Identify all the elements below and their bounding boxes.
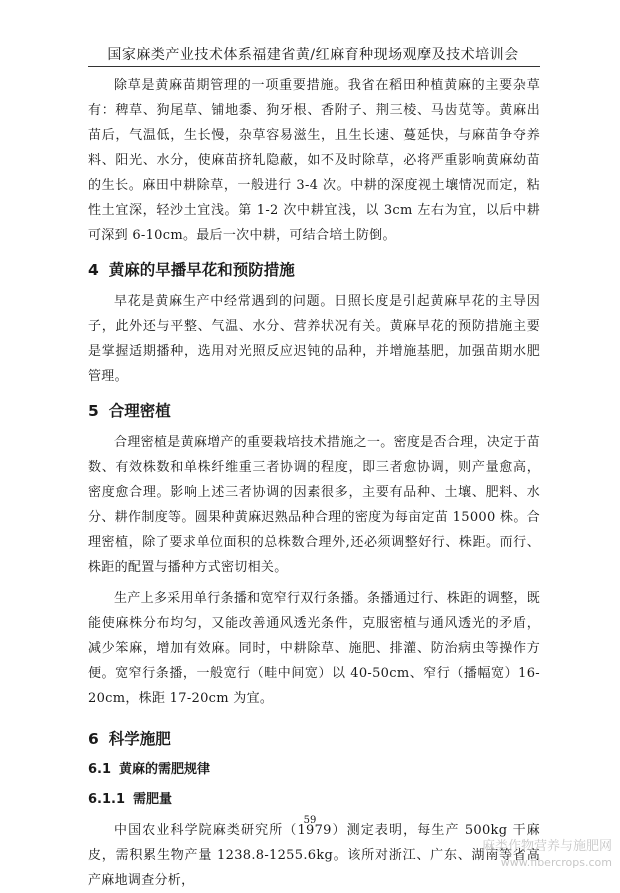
section-heading <box>88 728 540 750</box>
heading-number: 5 <box>88 402 99 420</box>
heading-text: 黄麻的早播早花和预防措施 <box>108 261 295 279</box>
heading-number: 6.1 <box>88 762 112 777</box>
heading-text: 合理密植 <box>108 402 171 420</box>
page-number: 59 <box>303 815 317 826</box>
section-heading <box>88 400 540 422</box>
section-heading <box>88 259 540 281</box>
body-paragraph: 早花是黄麻生产中经常遇到的问题。日照长度是引起黄麻早花的主导因子，此外还与平整、气温、水分、营养状况有关。黄麻早花的预防措施主要是掌握适期播种，选用对光照反应迟钝的品种，并增施基肥，加强苗期水肥管理。 <box>88 294 540 384</box>
subsection-heading <box>88 760 540 780</box>
heading-text: 黄麻的需肥规律 <box>119 762 211 777</box>
document-body <box>88 73 540 893</box>
body-paragraph: 中国农业科学院麻类研究所（1979）测定表明，每生产 500kg 干麻皮，需积累生物产量 1238.8-1255.6kg。该所对浙江、广东、湖南等省高产麻地调查分析， <box>88 823 540 888</box>
body-paragraph: 生产上多采用单行条播和宽窄行双行条播。条播通过行、株距的调整，既能使麻株分布均匀，又能改善通风透光条件，克服密植与通风透光的矛盾，减少笨麻，增加有效麻。同时，中耕除草、施肥、排灌、防治病虫等操作方便。宽窄行条播，一般宽行（畦中间宽）以 40-50cm、窄行（播幅宽）16-20cm，株距 17-20cm 为宜。 <box>88 591 540 706</box>
heading-text: 需肥量 <box>133 792 173 807</box>
paragraph-spacer <box>88 711 540 717</box>
heading-number: 6.1.1 <box>88 792 126 807</box>
heading-number: 4 <box>88 261 99 279</box>
body-paragraph: 合理密植是黄麻增产的重要栽培技术措施之一。密度是否合理，决定于苗数、有效株数和单株纤维重三者协调的程度，即三者愈协调，则产量愈高，密度愈合理。影响上述三者协调的因素很多，主要有品种、土壤、肥料、水分、耕作制度等。圆果种黄麻迟熟品种合理的密度为每亩定苗 15000 株。合理密植，除了要求单位面积的总株数合理外,还必须调整好行、株距。而行、株距的配置与播种方式密切相关。 <box>88 435 540 575</box>
watermark <box>482 838 612 870</box>
body-paragraph: 除草是黄麻苗期管理的一项重要措施。我省在稻田种植黄麻的主要杂草有：稗草、狗尾草、铺地黍、狗牙根、香附子、荆三棱、马齿苋等。黄麻出苗后，气温低，生长慢，杂草容易滋生，且生长速、蔓延快，与麻苗争夺养料、阳光、水分，使麻苗挤轧隐蔽，如不及时除草，必将严重影响黄麻幼苗的生长。麻田中耕除草，一般进行 3-4 次。中耕的深度视土壤情况而定，粘性土宜深，轻沙土宜浅。第 1-2 次中耕宜浅，以 3cm 左右为宜，以后中耕可深到 6-10cm。最后一次中耕，可结合培土防倒。 <box>88 78 540 243</box>
subsection-heading <box>88 790 540 810</box>
watermark-name: 麻类作物营养与施肥网 <box>481 839 612 854</box>
heading-text: 科学施肥 <box>108 730 171 748</box>
header-rule <box>88 66 540 67</box>
heading-number: 6 <box>88 730 99 748</box>
watermark-url: www.fibercrops.com <box>500 856 612 869</box>
running-header: 国家麻类产业技术体系福建省黄/红麻育种现场观摩及技术培训会 <box>107 47 519 63</box>
